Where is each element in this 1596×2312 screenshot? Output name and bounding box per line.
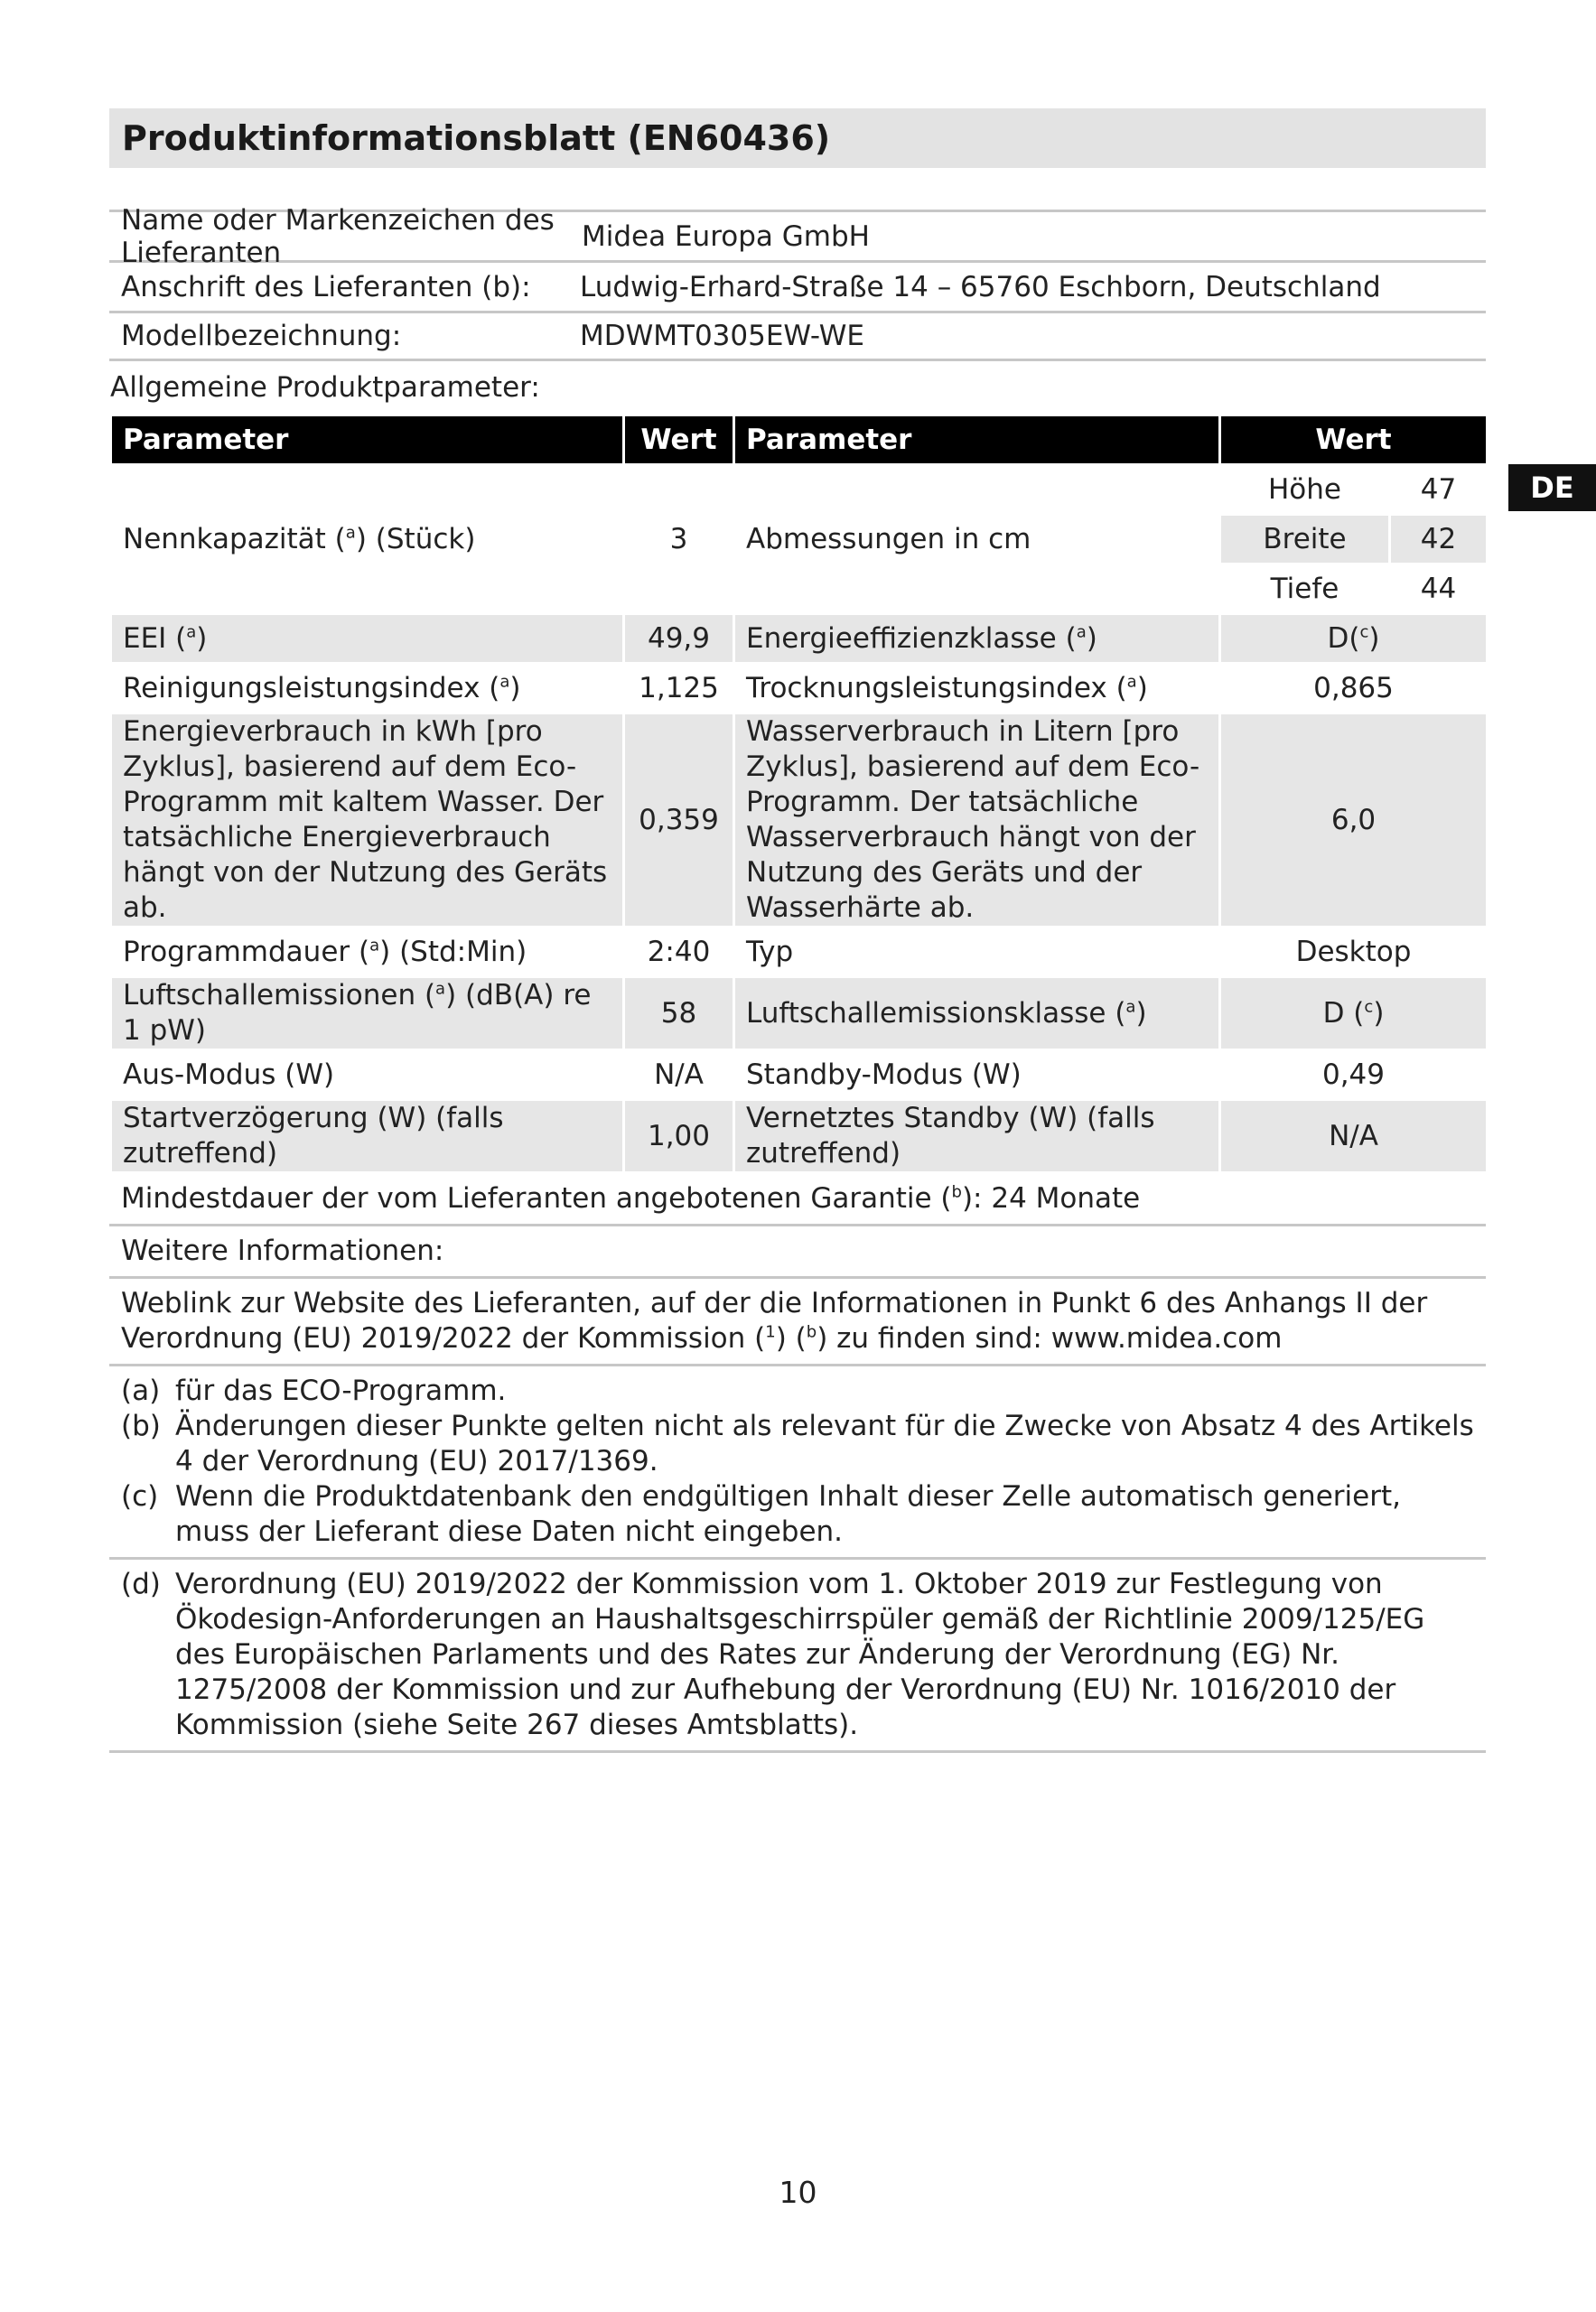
table-row	[111, 928, 1488, 977]
footnote-text: Verordnung (EU) 2019/2022 der Kommission vom 1. Oktober 2019 zur Festlegung von Ökodesign-Anforderungen an Haushaltsgeschirrspüler gemäß der Richtlinie 2009/125/EG des Europäischen Parlaments und des Rates zur Änderung der Verordnung (EG) Nr. 1275/2008 der Kommission und zur Aufhebung der Verordnung (EU) Nr. 1016/2010 der Kommission (siehe Seite 267 dieses Amtsblatts).	[175, 1568, 1425, 1741]
table-row	[111, 614, 1488, 664]
height-label: Höhe	[1220, 465, 1390, 515]
table-row	[111, 977, 1488, 1050]
table-row	[111, 1100, 1488, 1173]
depth-value: 44	[1390, 564, 1488, 614]
header-value-2: Wert	[1220, 415, 1488, 465]
footnote-b	[121, 1409, 1474, 1479]
off-mode-value: N/A	[624, 1050, 734, 1100]
width-label: Breite	[1220, 515, 1390, 564]
energy-class-label: Energieeffizienzklasse ($^a$)	[734, 614, 1220, 664]
page-number: 10	[779, 2175, 817, 2210]
footnote-text: Änderungen dieser Punkte gelten nicht als relevant für die Zwecke von Absatz 4 des Artikels 4 der Verordnung (EU) 2017/1369.	[175, 1410, 1474, 1478]
supplier-name-row	[109, 203, 1486, 269]
eei-label: EEI ($^a$)	[111, 614, 624, 664]
further-info-row: Weitere Informationen:	[109, 1226, 1486, 1279]
footnote-key: (a)	[121, 1375, 161, 1407]
weblink-row: Weblink zur Website des Lieferanten, auf der die Informationen in Punkt 6 des Anhangs II der Verordnung (EU) 2019/2022 der Kommission ($^1$) ($^b$) zu finden sind: www.midea.com	[109, 1279, 1486, 1366]
standby-value: 0,49	[1220, 1050, 1488, 1100]
drying-label: Trocknungsleistungsindex ($^a$)	[734, 664, 1220, 713]
model-label: Modellbezeichnung:	[121, 320, 402, 352]
dimensions-label: Abmessungen in cm	[734, 465, 1220, 614]
model-value: MDWMT0305EW-WE	[580, 320, 864, 352]
footnote-key: (b)	[121, 1410, 161, 1442]
parameters-table	[109, 414, 1489, 1174]
footnote-key: (d)	[121, 1568, 161, 1600]
table-header-row	[111, 415, 1488, 465]
width-value: 42	[1390, 515, 1488, 564]
energy-class-value: D($^c$)	[1220, 614, 1488, 664]
noise-class-value: D ($^c$)	[1220, 977, 1488, 1050]
duration-value: 2:40	[624, 928, 734, 977]
depth-label: Tiefe	[1220, 564, 1390, 614]
footnote-d-block	[109, 1560, 1486, 1753]
capacity-value: 3	[624, 465, 734, 614]
type-label: Typ	[734, 928, 1220, 977]
footnote-d	[121, 1567, 1474, 1743]
energy-consumption-label: Energieverbrauch in kWh [pro Zyklus], basierend auf dem Eco-Programm mit kaltem Wasser. Der tatsächliche Energieverbrauch hängt von der Nutzung des Geräts ab.	[111, 713, 624, 928]
supplier-name-label: Name oder Markenzeichen des Lieferanten	[121, 203, 555, 269]
height-value: 47	[1390, 465, 1488, 515]
guarantee-row: Mindestdauer der vom Lieferanten angebotenen Garantie ($^b$): 24 Monate	[109, 1174, 1486, 1226]
footnote-key: (c)	[121, 1480, 159, 1513]
drying-value: 0,865	[1220, 664, 1488, 713]
supplier-address-label: Anschrift des Lieferanten (b):	[121, 270, 531, 303]
off-mode-label: Aus-Modus (W)	[111, 1050, 624, 1100]
footnote-text: für das ECO-Programm.	[175, 1375, 507, 1407]
noise-value: 58	[624, 977, 734, 1050]
water-consumption-label: Wasserverbrauch in Litern [pro Zyklus], basierend auf dem Eco-Programm. Der tatsächliche Wasserverbrauch hängt von der Nutzung des Geräts und der Wasserhärte ab.	[734, 713, 1220, 928]
page-title: Produktinformationsblatt (EN60436)	[109, 108, 1486, 168]
energy-consumption-value: 0,359	[624, 713, 734, 928]
noise-label: Luftschallemissionen ($^a$) (dB(A) re 1 pW)	[111, 977, 624, 1050]
eei-value: 49,9	[624, 614, 734, 664]
water-consumption-value: 6,0	[1220, 713, 1488, 928]
header-value-1: Wert	[624, 415, 734, 465]
standby-label: Standby-Modus (W)	[734, 1050, 1220, 1100]
product-info-sheet	[109, 108, 1486, 1753]
capacity-label: Nennkapazität ($^a$) (Stück)	[111, 465, 624, 614]
type-value: Desktop	[1220, 928, 1488, 977]
footnote-text: Wenn die Produktdatenbank den endgültigen Inhalt dieser Zelle automatisch generiert, muss der Lieferant diese Daten nicht eingeben.	[175, 1480, 1401, 1548]
table-row	[111, 664, 1488, 713]
header-parameter-1: Parameter	[111, 415, 624, 465]
table-row	[111, 713, 1488, 928]
footnote-a	[121, 1374, 1474, 1409]
supplier-name-value: Midea Europa GmbH	[582, 219, 870, 253]
footnote-c	[121, 1479, 1474, 1550]
cleaning-label: Reinigungsleistungsindex ($^a$)	[111, 664, 624, 713]
duration-label: Programmdauer ($^a$) (Std:Min)	[111, 928, 624, 977]
delay-start-value: 1,00	[624, 1100, 734, 1173]
networked-standby-label: Vernetztes Standby (W) (falls zutreffend)	[734, 1100, 1220, 1173]
supplier-address-value: Ludwig-Erhard-Straße 14 – 65760 Eschborn, Deutschland	[580, 270, 1381, 303]
table-row	[111, 1050, 1488, 1100]
cleaning-value: 1,125	[624, 664, 734, 713]
language-tab: DE	[1508, 464, 1596, 511]
general-params-label: Allgemeine Produktparameter:	[110, 371, 540, 404]
networked-standby-value: N/A	[1220, 1100, 1488, 1173]
header-parameter-2: Parameter	[734, 415, 1220, 465]
footnotes-abc	[109, 1366, 1486, 1560]
table-row	[111, 465, 1488, 515]
model-row	[109, 311, 1486, 361]
delay-start-label: Startverzögerung (W) (falls zutreffend)	[111, 1100, 624, 1173]
noise-class-label: Luftschallemissionsklasse ($^a$)	[734, 977, 1220, 1050]
